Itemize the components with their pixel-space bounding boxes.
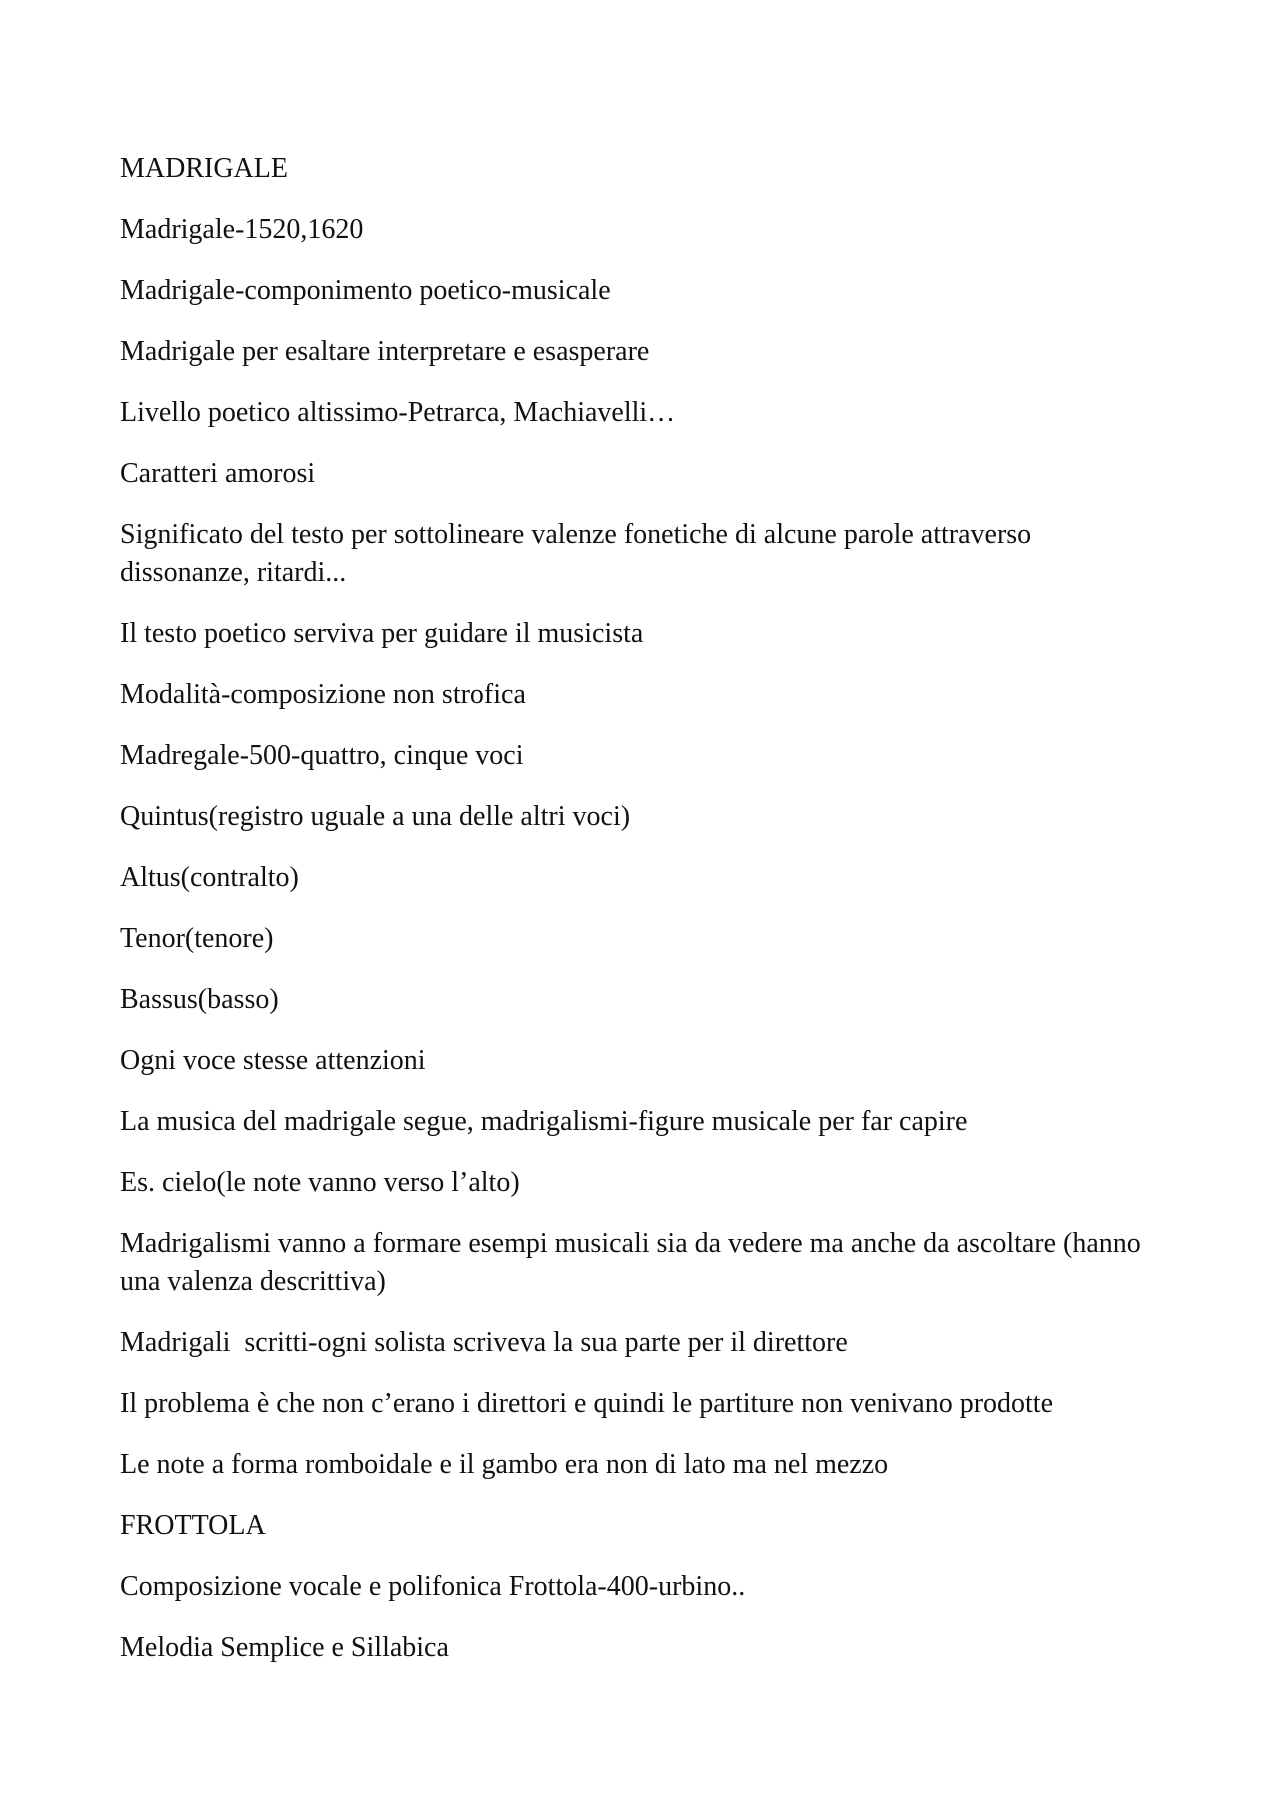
paragraph-madrigalisms: La musica del madrigale segue, madrigalismi-figure musicale per far capire — [120, 1106, 968, 1137]
paragraph-frottola-composition: Composizione vocale e polifonica Frottola-400-urbino.. — [120, 1571, 746, 1602]
paragraph-problem: Il problema è che non c’erano i direttori e quindi le partiture non venivano prodotte — [120, 1388, 1054, 1419]
paragraph-voices: Madregale-500-quattro, cinque voci — [120, 740, 524, 771]
paragraph-poetic-level: Livello poetico altissimo-Petrarca, Machiavelli… — [120, 397, 676, 428]
paragraph-quintus: Quintus(registro uguale a una delle altri voci) — [120, 801, 631, 832]
paragraph-purpose: Madrigale per esaltare interpretare e esasperare — [120, 336, 650, 367]
paragraph-characters: Caratteri amorosi — [120, 458, 316, 489]
paragraph-poetic-text: Il testo poetico serviva per guidare il musicista — [120, 618, 644, 649]
paragraph-example: Es. cielo(le note vanno verso l’alto) — [120, 1167, 520, 1198]
paragraph-definition: Madrigale-componimento poetico-musicale — [120, 275, 611, 306]
heading-frottola: FROTTOLA — [120, 1510, 266, 1541]
paragraph-descriptive: Madrigalismi vanno a formare esempi musicali sia da vedere ma anche da ascoltare (hanno una valenza descrittiva) — [120, 1228, 1148, 1297]
paragraph-each-voice: Ogni voce stesse attenzioni — [120, 1045, 426, 1076]
paragraph-melody: Melodia Semplice e Sillabica — [120, 1632, 449, 1663]
paragraph-text-meaning: Significato del testo per sottolineare valenze fonetiche di alcune parole attraverso dissonanze, ritardi... — [120, 519, 1039, 588]
document-body — [120, 150, 1160, 1690]
paragraph-notes-shape: Le note a forma romboidale e il gambo era non di lato ma nel mezzo — [120, 1449, 889, 1480]
paragraph-dates: Madrigale-1520,1620 — [120, 214, 364, 245]
paragraph-written: Madrigali scritti-ogni solista scriveva la sua parte per il direttore — [120, 1327, 848, 1358]
paragraph-bassus: Bassus(basso) — [120, 984, 279, 1015]
heading-madrigale: MADRIGALE — [120, 153, 288, 184]
paragraph-altus: Altus(contralto) — [120, 862, 299, 893]
paragraph-tenor: Tenor(tenore) — [120, 923, 274, 954]
paragraph-modality: Modalità-composizione non strofica — [120, 679, 526, 710]
